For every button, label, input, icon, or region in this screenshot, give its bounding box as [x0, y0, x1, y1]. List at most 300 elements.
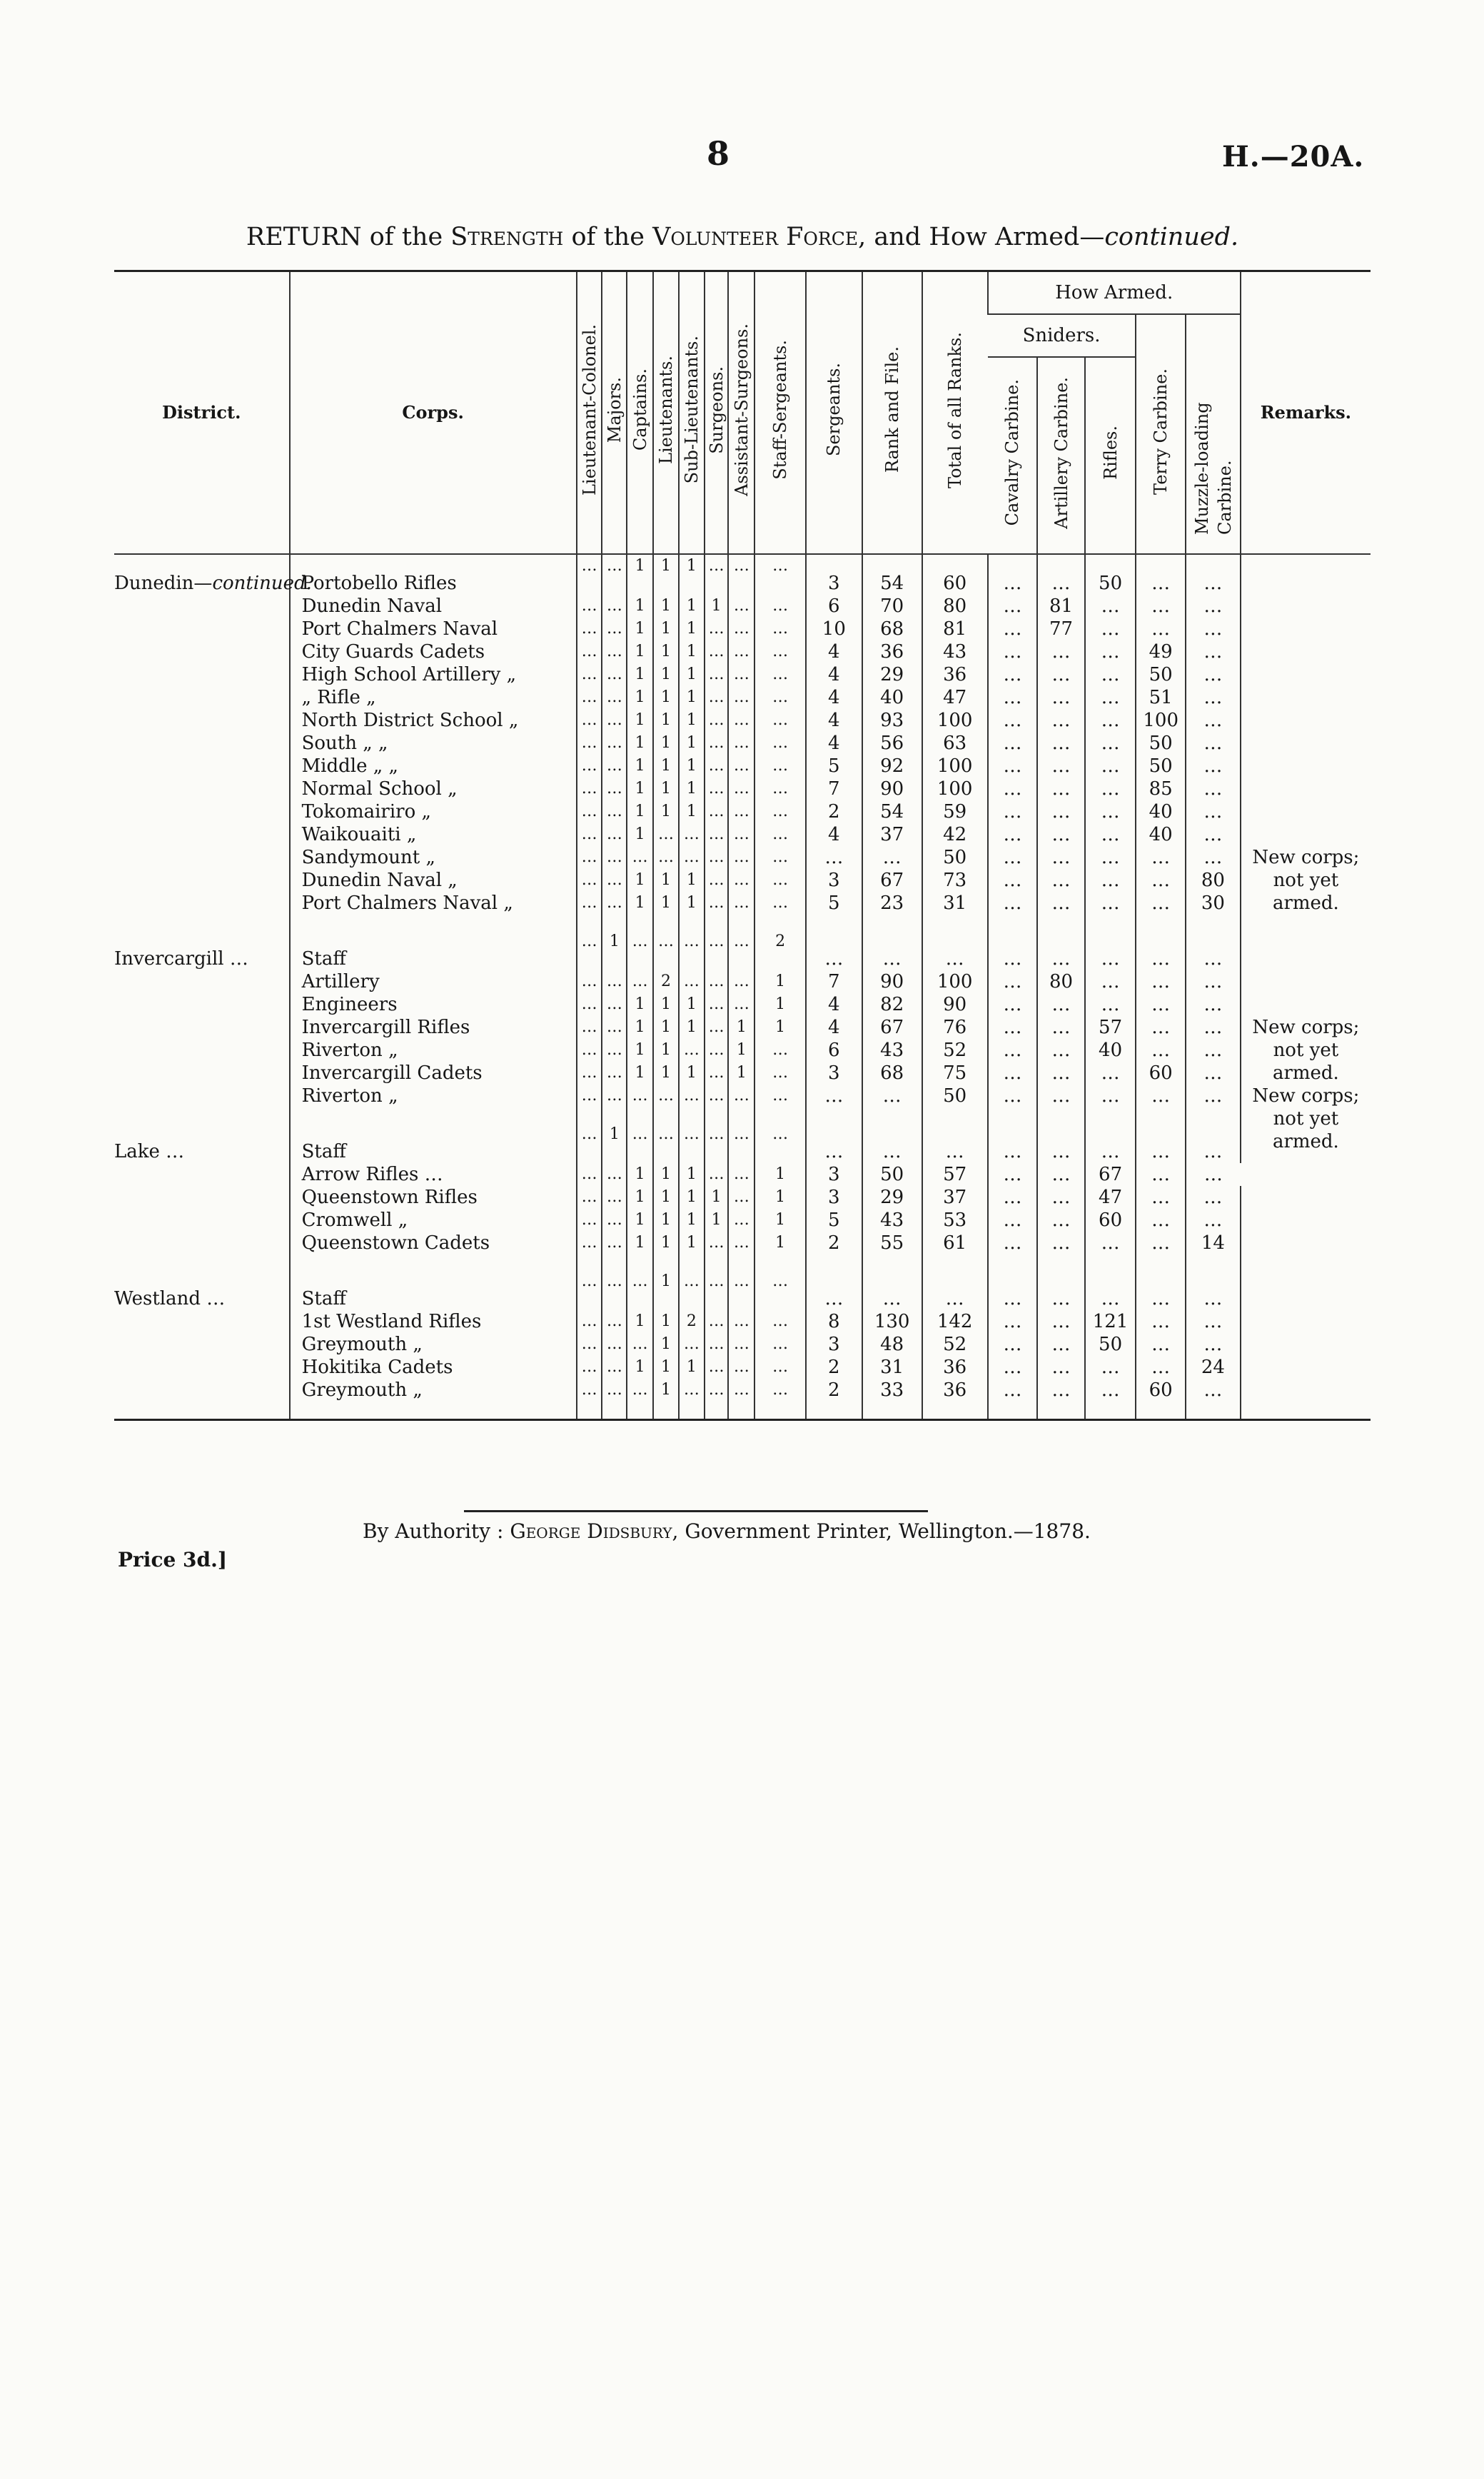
spacer-cell — [679, 1402, 705, 1420]
value-cell: … — [1136, 892, 1186, 915]
value-cell: … — [988, 709, 1038, 732]
value-cell: … — [988, 595, 1038, 618]
value-cell: … — [577, 1062, 602, 1085]
value-cell: … — [705, 970, 729, 993]
value-cell: … — [1085, 1270, 1136, 1310]
district-cell — [114, 663, 290, 686]
value-cell: … — [1186, 1085, 1241, 1107]
value-cell: … — [728, 1270, 754, 1310]
value-cell: 43 — [862, 1209, 922, 1232]
value-cell: 80 — [1037, 970, 1085, 993]
value-cell: … — [1136, 1085, 1186, 1107]
value-cell: 1 — [754, 1016, 806, 1039]
spacer-cell — [1085, 915, 1136, 930]
value-cell: … — [627, 1123, 653, 1163]
value-cell: … — [602, 1085, 627, 1107]
value-cell: … — [602, 709, 627, 732]
authority-prefix: By Authority : — [363, 1519, 510, 1543]
table-row — [114, 618, 1371, 640]
remark-cell — [1241, 1186, 1371, 1209]
value-cell: … — [1037, 930, 1085, 970]
value-cell: … — [754, 823, 806, 846]
rank-column-header — [922, 271, 988, 555]
value-cell: 76 — [922, 1016, 988, 1039]
value-cell: 92 — [862, 755, 922, 778]
value-cell: … — [602, 1016, 627, 1039]
table-row — [114, 686, 1371, 709]
spacer-cell — [922, 1107, 988, 1123]
value-cell: … — [1085, 823, 1136, 846]
table-row — [114, 554, 1371, 595]
spacer-cell — [290, 1254, 577, 1270]
value-cell: … — [602, 823, 627, 846]
value-cell: … — [1085, 846, 1136, 869]
value-cell: … — [1085, 970, 1136, 993]
corps-cell: Riverton „ — [290, 1085, 577, 1107]
spacer-cell — [806, 1107, 862, 1123]
spacer-cell — [705, 1107, 729, 1123]
remark-cell: New corps; not yet armed. — [1241, 1085, 1371, 1163]
value-cell: … — [988, 778, 1038, 800]
value-cell: 1 — [653, 1379, 679, 1402]
rank-column-label: Total of all Ranks. — [944, 331, 965, 488]
spacer-cell — [602, 1107, 627, 1123]
rank-column-label: Sub-Lieutenants. — [681, 336, 702, 484]
value-cell: 1 — [627, 800, 653, 823]
value-cell: … — [1186, 1333, 1241, 1356]
value-cell: 43 — [862, 1039, 922, 1062]
corps-cell: Staff — [290, 930, 577, 970]
value-cell: 93 — [862, 709, 922, 732]
corps-cell: North District School „ — [290, 709, 577, 732]
value-cell: … — [577, 595, 602, 618]
spacer-row — [114, 1402, 1371, 1420]
value-cell: … — [988, 823, 1038, 846]
value-cell: 47 — [922, 686, 988, 709]
spacer-cell — [114, 1254, 290, 1270]
district-continued: continued. — [212, 573, 312, 594]
authority-line — [363, 1519, 1091, 1543]
title-of: of the — [563, 223, 653, 251]
district-cell — [114, 1379, 290, 1402]
value-cell: 1 — [679, 1186, 705, 1209]
value-cell: 51 — [1136, 686, 1186, 709]
value-cell: … — [988, 1163, 1038, 1186]
value-cell: … — [754, 1379, 806, 1402]
value-cell: 1 — [679, 869, 705, 892]
value-cell: … — [754, 618, 806, 640]
value-cell: … — [728, 892, 754, 915]
district-cell — [114, 1039, 290, 1062]
spacer-cell — [1186, 1254, 1241, 1270]
spacer-cell — [679, 1107, 705, 1123]
value-cell: 70 — [862, 595, 922, 618]
table-row — [114, 709, 1371, 732]
value-cell: 50 — [1136, 755, 1186, 778]
value-cell: 1 — [627, 732, 653, 755]
value-cell: … — [728, 755, 754, 778]
corps-cell: Middle „ „ — [290, 755, 577, 778]
value-cell: … — [1037, 1333, 1085, 1356]
value-cell: 4 — [806, 993, 862, 1016]
value-cell: … — [602, 618, 627, 640]
value-cell: … — [577, 663, 602, 686]
value-cell: … — [728, 686, 754, 709]
spacer-cell — [1085, 1402, 1136, 1420]
value-cell: 1 — [705, 1209, 729, 1232]
value-cell: 36 — [862, 640, 922, 663]
value-cell: … — [862, 1123, 922, 1163]
table-row — [114, 1163, 1371, 1186]
value-cell: … — [705, 1062, 729, 1085]
arms-column-label: Rifles. — [1100, 426, 1121, 480]
table-row — [114, 755, 1371, 778]
spacer-cell — [114, 915, 290, 930]
value-cell: … — [754, 686, 806, 709]
value-cell: … — [806, 846, 862, 869]
value-cell: 54 — [862, 554, 922, 595]
value-cell: 53 — [922, 1209, 988, 1232]
value-cell: … — [988, 1123, 1038, 1163]
rank-column-label: Surgeons. — [706, 366, 727, 454]
table-row — [114, 1016, 1371, 1039]
value-cell: 1 — [627, 823, 653, 846]
value-cell: … — [705, 1310, 729, 1333]
value-cell: 100 — [922, 709, 988, 732]
rank-column-header — [653, 271, 679, 555]
spacer-cell — [1037, 1107, 1085, 1123]
rank-column-header — [602, 271, 627, 555]
arms-column-header — [1136, 314, 1186, 554]
value-cell: … — [728, 1085, 754, 1107]
value-cell: … — [754, 755, 806, 778]
spacer-cell — [988, 1402, 1038, 1420]
value-cell: … — [705, 663, 729, 686]
value-cell: … — [1186, 930, 1241, 970]
value-cell: … — [1085, 778, 1136, 800]
value-cell: 1 — [653, 1186, 679, 1209]
value-cell: … — [627, 1270, 653, 1310]
value-cell: … — [705, 1085, 729, 1107]
value-cell: … — [1186, 1016, 1241, 1039]
value-cell: … — [602, 554, 627, 595]
spacer-cell — [627, 1254, 653, 1270]
value-cell: … — [1085, 1085, 1136, 1107]
spacer-cell — [290, 1402, 577, 1420]
district-name: Westland … — [114, 1288, 226, 1309]
value-cell: … — [577, 686, 602, 709]
value-cell: 1 — [679, 1016, 705, 1039]
arms-column-label: Artillery Carbine. — [1051, 376, 1071, 529]
spacer-cell — [627, 915, 653, 930]
value-cell: … — [1085, 663, 1136, 686]
corps-cell: Engineers — [290, 993, 577, 1016]
value-cell: 100 — [922, 778, 988, 800]
value-cell: … — [1186, 1062, 1241, 1085]
remark-cell — [1241, 1333, 1371, 1356]
value-cell: 1 — [653, 554, 679, 595]
value-cell: … — [602, 686, 627, 709]
value-cell: … — [1186, 800, 1241, 823]
value-cell: … — [728, 970, 754, 993]
value-cell: … — [577, 778, 602, 800]
value-cell: … — [806, 930, 862, 970]
value-cell: … — [754, 554, 806, 595]
value-cell: … — [705, 823, 729, 846]
value-cell: 1 — [679, 800, 705, 823]
value-cell: … — [705, 709, 729, 732]
value-cell: … — [1085, 1379, 1136, 1402]
remark-cell — [1241, 663, 1371, 686]
page-number: 8 — [707, 134, 730, 173]
value-cell: 36 — [922, 663, 988, 686]
value-cell: … — [988, 554, 1038, 595]
value-cell: … — [577, 930, 602, 970]
value-cell: 1 — [653, 755, 679, 778]
arms-column-label: Cavalry Carbine. — [1001, 379, 1022, 526]
value-cell: 1 — [627, 892, 653, 915]
value-cell: … — [1085, 1232, 1136, 1254]
value-cell: 10 — [806, 618, 862, 640]
value-cell: … — [988, 930, 1038, 970]
spacer-cell — [862, 1107, 922, 1123]
value-cell: 67 — [862, 869, 922, 892]
value-cell: … — [1186, 1123, 1241, 1163]
value-cell: 1 — [754, 1209, 806, 1232]
value-cell: … — [602, 1209, 627, 1232]
district-cell — [114, 732, 290, 755]
remark-cell — [1241, 686, 1371, 709]
value-cell: … — [1037, 1356, 1085, 1379]
spacer-cell — [1085, 1254, 1136, 1270]
value-cell: 57 — [1085, 1016, 1136, 1039]
value-cell: 100 — [1136, 709, 1186, 732]
value-cell: 3 — [806, 869, 862, 892]
spacer-cell — [653, 1402, 679, 1420]
value-cell: 50 — [1085, 554, 1136, 595]
value-cell: 1 — [679, 663, 705, 686]
value-cell: 31 — [922, 892, 988, 915]
district-cell — [114, 1123, 290, 1163]
value-cell: … — [1085, 892, 1136, 915]
title-prefix: RETURN of the — [246, 223, 451, 251]
value-cell: … — [922, 1123, 988, 1163]
value-cell: … — [577, 1310, 602, 1333]
value-cell: … — [679, 1270, 705, 1310]
corps-cell: Queenstown Rifles — [290, 1186, 577, 1209]
rank-column-label: Majors. — [604, 376, 625, 443]
table-title — [200, 223, 1285, 251]
value-cell: … — [1085, 755, 1136, 778]
value-cell: 1 — [653, 1039, 679, 1062]
value-cell: 85 — [1136, 778, 1186, 800]
value-cell: … — [988, 1232, 1038, 1254]
value-cell: … — [1085, 709, 1136, 732]
corps-cell: „ Rifle „ — [290, 686, 577, 709]
volunteer-strength-table — [114, 270, 1371, 1421]
value-cell: 1 — [627, 1016, 653, 1039]
value-cell: … — [1186, 640, 1241, 663]
remark-cell: New corps; not yet armed. — [1241, 846, 1371, 915]
district-cell — [114, 640, 290, 663]
value-cell: … — [1186, 595, 1241, 618]
value-cell: 1 — [653, 869, 679, 892]
value-cell: … — [728, 778, 754, 800]
value-cell: … — [806, 1270, 862, 1310]
value-cell: 50 — [1136, 663, 1186, 686]
value-cell: … — [728, 846, 754, 869]
spacer-cell — [627, 1107, 653, 1123]
corps-cell: Greymouth „ — [290, 1379, 577, 1402]
value-cell: … — [679, 846, 705, 869]
value-cell: … — [653, 930, 679, 970]
value-cell: 2 — [653, 970, 679, 993]
spacer-cell — [754, 1402, 806, 1420]
spacer-cell — [922, 1402, 988, 1420]
rank-column-header — [679, 271, 705, 555]
value-cell: 1 — [627, 1039, 653, 1062]
value-cell: … — [1186, 846, 1241, 869]
value-cell: … — [754, 846, 806, 869]
spacer-cell — [1186, 915, 1241, 930]
value-cell: … — [602, 993, 627, 1016]
rank-column-header — [806, 271, 862, 555]
remark-cell — [1241, 732, 1371, 755]
value-cell: 1 — [627, 595, 653, 618]
value-cell: … — [1136, 1163, 1186, 1186]
value-cell: 1 — [679, 892, 705, 915]
district-cell — [114, 1333, 290, 1356]
value-cell: … — [627, 970, 653, 993]
value-cell: … — [627, 930, 653, 970]
value-cell: 60 — [922, 554, 988, 595]
printer-name: George Didsbury — [510, 1519, 672, 1543]
remark-cell — [1241, 930, 1371, 970]
value-cell: … — [728, 709, 754, 732]
value-cell: … — [602, 1232, 627, 1254]
spacer-cell — [1136, 915, 1186, 930]
district-cell — [114, 846, 290, 869]
district-cell — [114, 869, 290, 892]
district-cell — [114, 1186, 290, 1209]
value-cell: 1 — [653, 1163, 679, 1186]
value-cell: … — [577, 869, 602, 892]
value-cell: … — [728, 663, 754, 686]
district-name: Dunedin— — [114, 573, 213, 594]
value-cell: … — [705, 778, 729, 800]
value-cell: … — [1186, 1163, 1241, 1186]
value-cell: … — [602, 1062, 627, 1085]
district-cell — [114, 892, 290, 915]
value-cell: … — [1136, 1310, 1186, 1333]
value-cell: … — [705, 554, 729, 595]
value-cell: … — [705, 1232, 729, 1254]
value-cell: … — [1136, 618, 1186, 640]
value-cell: … — [728, 1356, 754, 1379]
spacer-cell — [653, 915, 679, 930]
table-row — [114, 869, 1371, 892]
value-cell: … — [988, 846, 1038, 869]
value-cell: 1 — [653, 686, 679, 709]
value-cell: … — [1186, 778, 1241, 800]
rank-column-label: Sergeants. — [824, 363, 844, 457]
value-cell: 1 — [602, 1123, 627, 1163]
value-cell: 1 — [653, 1016, 679, 1039]
value-cell: … — [1186, 554, 1241, 595]
value-cell: 1 — [653, 709, 679, 732]
value-cell: 59 — [922, 800, 988, 823]
arms-column-header — [988, 357, 1038, 554]
value-cell: 1 — [679, 618, 705, 640]
value-cell: … — [577, 1356, 602, 1379]
arms-column-header — [1037, 357, 1085, 554]
spacer-cell — [1136, 1254, 1186, 1270]
spacer-row — [114, 915, 1371, 930]
value-cell: 1 — [653, 640, 679, 663]
district-cell — [114, 930, 290, 970]
spacer-cell — [988, 915, 1038, 930]
value-cell: … — [1085, 800, 1136, 823]
table-row — [114, 1062, 1371, 1085]
value-cell: 4 — [806, 732, 862, 755]
remark-cell — [1241, 800, 1371, 823]
value-cell: 1 — [627, 686, 653, 709]
value-cell: … — [754, 595, 806, 618]
arms-column-header — [1186, 314, 1241, 554]
remark-cell — [1241, 778, 1371, 800]
value-cell: … — [988, 732, 1038, 755]
value-cell: 1 — [627, 1310, 653, 1333]
value-cell: … — [754, 892, 806, 915]
value-cell: 68 — [862, 1062, 922, 1085]
price: Price 3d.] — [118, 1548, 228, 1572]
value-cell: 81 — [1037, 595, 1085, 618]
value-cell: 142 — [922, 1310, 988, 1333]
value-cell: … — [705, 892, 729, 915]
table-row — [114, 892, 1371, 915]
value-cell: … — [1136, 554, 1186, 595]
spacer-cell — [1241, 915, 1371, 930]
value-cell: … — [728, 618, 754, 640]
table-row — [114, 1232, 1371, 1254]
sniders-header: Sniders. — [988, 314, 1136, 357]
value-cell: 4 — [806, 823, 862, 846]
value-cell: … — [705, 1270, 729, 1310]
value-cell: 1 — [679, 554, 705, 595]
value-cell: … — [754, 778, 806, 800]
value-cell: … — [1085, 1123, 1136, 1163]
value-cell: 36 — [922, 1379, 988, 1402]
value-cell: 5 — [806, 755, 862, 778]
spacer-cell — [114, 1402, 290, 1420]
district-cell — [114, 618, 290, 640]
value-cell: … — [602, 732, 627, 755]
district-cell — [114, 1085, 290, 1107]
value-cell: 1 — [679, 640, 705, 663]
value-cell: 50 — [1085, 1333, 1136, 1356]
value-cell: 2 — [806, 1379, 862, 1402]
value-cell: 1 — [653, 778, 679, 800]
rank-column-header — [577, 271, 602, 555]
value-cell: … — [988, 640, 1038, 663]
value-cell: … — [679, 1085, 705, 1107]
spacer-cell — [754, 915, 806, 930]
table-row — [114, 930, 1371, 970]
value-cell: 4 — [806, 640, 862, 663]
value-cell: … — [1136, 1016, 1186, 1039]
district-header: District. — [114, 271, 290, 555]
value-cell: 1 — [653, 1310, 679, 1333]
